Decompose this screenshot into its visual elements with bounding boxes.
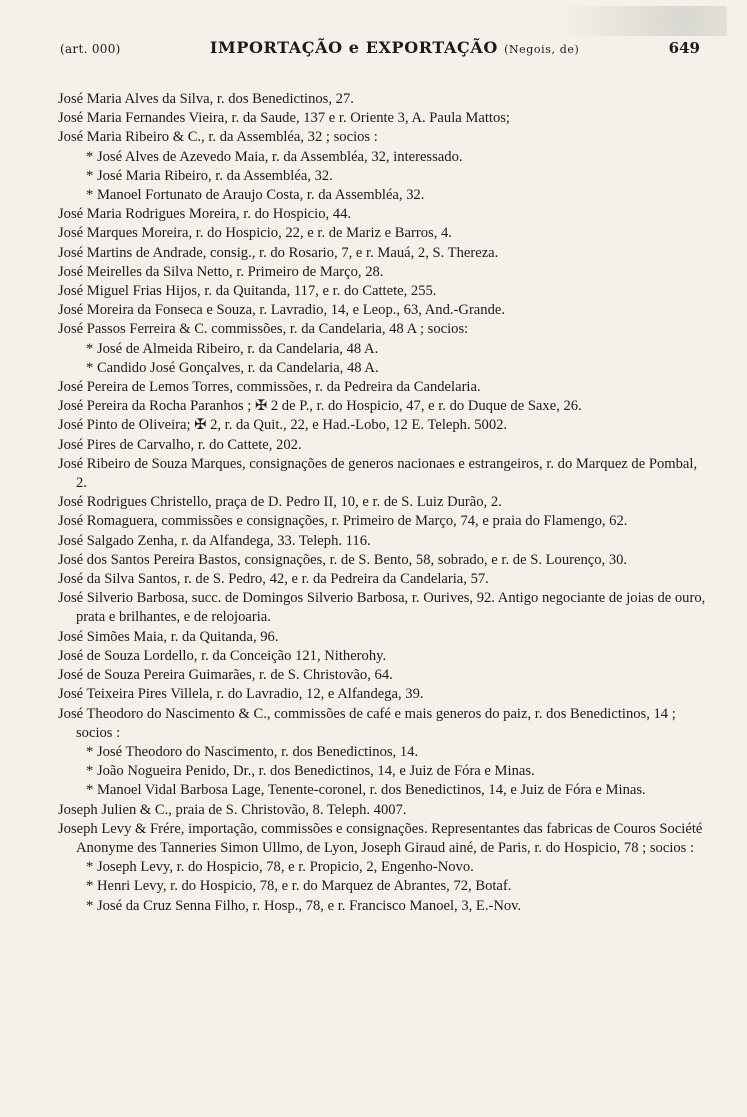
directory-entry: Joseph Levy & Frére, importação, commissões e consignações. Representantes das fabricas de Couros Société Anonyme des Tanneries Simon Ullmo, de Lyon, Joseph Giraud ainé, de Paris, r. do Hospicio, 78 ; socios : xyxy=(58,820,703,856)
directory-entry: José Simões Maia, r. da Quitanda, 96. xyxy=(58,628,279,645)
partner-entry: * Manoel Fortunato de Araujo Costa, r. da Assembléa, 32. xyxy=(86,187,425,204)
directory-entry: José Salgado Zenha, r. da Alfandega, 33. Teleph. 116. xyxy=(58,532,371,549)
page-subtitle: (Negois, de) xyxy=(504,43,580,56)
directory-entry: José Maria Rodrigues Moreira, r. do Hospicio, 44. xyxy=(58,206,352,223)
partner-entry: * Manoel Vidal Barbosa Lage, Tenente-coronel, r. dos Benedictinos, 14, e Juiz de Fóra e Minas. xyxy=(86,782,646,799)
partner-entry: * Henri Levy, r. do Hospicio, 78, e r. do Marquez de Abrantes, 72, Botaf. xyxy=(86,878,512,895)
page-stain xyxy=(507,6,727,36)
directory-entry: José Meirelles da Silva Netto, r. Primeiro de Março, 28. xyxy=(58,263,384,280)
directory-entry: José Pereira da Rocha Paranhos ; ✠ 2 de P., r. do Hospicio, 47, e r. do Duque de Saxe, 26. xyxy=(58,398,582,415)
page-number: 649 xyxy=(668,39,700,57)
directory-entry: Joseph Julien & C., praia de S. Christovão, 8. Teleph. 4007. xyxy=(58,801,407,818)
directory-entry: José de Souza Lordello, r. da Conceição 121, Nitherohy. xyxy=(58,647,387,664)
partner-entry: * José Alves de Azevedo Maia, r. da Assembléa, 32, interessado. xyxy=(86,148,463,165)
section-reference: (art. 000) xyxy=(60,42,121,56)
directory-entry: José Rodrigues Christello, praça de D. Pedro II, 10, e r. de S. Luiz Durão, 2. xyxy=(58,494,502,511)
directory-entry: José Romaguera, commissões e consignações, r. Primeiro de Março, 74, e praia do Flamengo, 62. xyxy=(58,513,628,530)
partner-entry: * João Nogueira Penido, Dr., r. dos Benedictinos, 14, e Juiz de Fóra e Minas. xyxy=(86,763,535,780)
directory-entry: José de Souza Pereira Guimarães, r. de S. Christovão, 64. xyxy=(58,667,393,684)
page-title-text: IMPORTAÇÃO e EXPORTAÇÃO xyxy=(209,38,498,57)
partner-entry: * José Theodoro do Nascimento, r. dos Benedictinos, 14. xyxy=(86,743,419,760)
partner-entry: * José Maria Ribeiro, r. da Assembléa, 32. xyxy=(86,167,333,184)
directory-entry: José Maria Fernandes Vieira, r. da Saude, 137 e r. Oriente 3, A. Paula Mattos; xyxy=(58,110,510,127)
directory-entry: José Passos Ferreira & C. commissões, r. da Candelaria, 48 A ; socios: xyxy=(58,321,469,338)
directory-entry: José Pires de Carvalho, r. do Cattete, 202. xyxy=(58,436,302,453)
directory-entry: José Teixeira Pires Villela, r. do Lavradio, 12, e Alfandega, 39. xyxy=(58,686,424,703)
partner-entry: * Candido José Gonçalves, r. da Candelaria, 48 A. xyxy=(86,359,379,376)
directory-entry: José Martins de Andrade, consig., r. do Rosario, 7, e r. Mauá, 2, S. Thereza. xyxy=(58,244,499,261)
page-header xyxy=(60,38,700,60)
directory-entry: José Silverio Barbosa, succ. de Domingos Silverio Barbosa, r. Ourives, 92. Antigo negociante de joias de ouro, prata e brilhantes, e de relojoaria. xyxy=(58,590,706,626)
directory-entry: José Maria Ribeiro & C., r. da Assembléa, 32 ; socios : xyxy=(58,129,378,146)
directory-entry: José Moreira da Fonseca e Souza, r. Lavradio, 14, e Leop., 63, And.-Grande. xyxy=(58,302,506,319)
directory-entry: José Ribeiro de Souza Marques, consignações de generos nacionaes e estrangeiros, r. do Marquez de Pombal, 2. xyxy=(58,455,698,492)
directory-entry: José Miguel Frias Hijos, r. da Quitanda, 117, e r. do Cattete, 255. xyxy=(58,283,437,300)
directory-entry: José Pinto de Oliveira; ✠ 2, r. da Quit., 22, e Had.-Lobo, 12 E. Teleph. 5002. xyxy=(58,417,508,434)
directory-entry: José Theodoro do Nascimento & C., commissões de café e mais generos do paiz, r. dos Benedictinos, 14 ; socios : xyxy=(58,705,676,741)
directory-entry: José dos Santos Pereira Bastos, consignações, r. de S. Bento, 58, sobrado, e r. de S. Lourenço, 30. xyxy=(58,551,628,568)
directory-entry: José Maria Alves da Silva, r. dos Benedictinos, 27. xyxy=(58,91,354,107)
directory-entry: José Marques Moreira, r. do Hospicio, 22, e r. de Mariz e Barros, 4. xyxy=(58,225,452,242)
page-title xyxy=(210,38,579,57)
directory-entry: José da Silva Santos, r. de S. Pedro, 42, e r. da Pedreira da Candelaria, 57. xyxy=(58,571,489,588)
partner-entry: * José de Almeida Ribeiro, r. da Candelaria, 48 A. xyxy=(86,340,379,357)
directory-entries xyxy=(58,90,708,916)
directory-entry: José Pereira de Lemos Torres, commissões, r. da Pedreira da Candelaria. xyxy=(58,379,481,396)
partner-entry: * Joseph Levy, r. do Hospicio, 78, e r. Propicio, 2, Engenho-Novo. xyxy=(86,859,474,876)
partner-entry: * José da Cruz Senna Filho, r. Hosp., 78, e r. Francisco Manoel, 3, E.-Nov. xyxy=(86,897,522,914)
